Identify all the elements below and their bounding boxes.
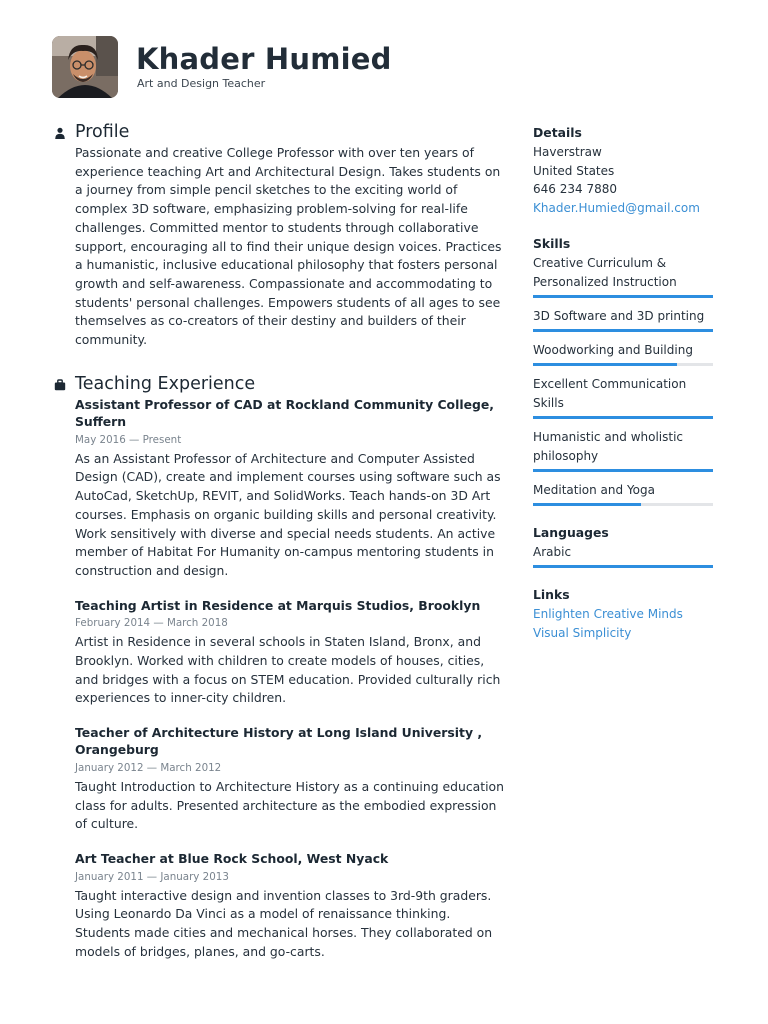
- experience-heading-label: Teaching Experience: [75, 373, 256, 394]
- entry-dates: February 2014 — March 2018: [75, 617, 228, 630]
- entry-dates: January 2011 — January 2013: [75, 870, 229, 883]
- candidate-title: Art and Design Teacher: [137, 77, 266, 90]
- skill-item: [533, 375, 713, 419]
- links-heading: Links: [533, 587, 570, 602]
- entry-description: Artist in Residence in several schools in Staten Island, Bronx, and Brooklyn. Worked with children to create models of houses, cities, and bridges with a focus on STEM education. Provided culturally rich experiences to inner-city children.: [75, 634, 501, 706]
- links-section: [533, 586, 713, 642]
- briefcase-icon: [54, 379, 66, 391]
- experience-entry: [75, 850, 505, 961]
- entry-description: Taught Introduction to Architecture History as a continuing education class for adults. Presented architecture as the embodied expression of culture.: [75, 778, 504, 832]
- details-city: Haverstraw: [533, 145, 602, 159]
- language-label: Arabic: [533, 545, 572, 559]
- experience-entry: [75, 396, 505, 581]
- entry-description: Taught interactive design and invention classes to 3rd-9th graders. Using Leonardo Da Vinci as a model of renaissance thinking. Students made cities and mechanical horses. They collaborated on models of bridges, planes, and go-carts.: [75, 887, 493, 959]
- skill-label: Humanistic and wholistic philosophy: [533, 430, 684, 463]
- profile-summary: Passionate and creative College Professor with over ten years of experience teaching Art and Architectural Design. Takes students on a journey from simple pencil sketches to the exciting world of complex 3D software, emphasizing problem-solving for real-life challenges. Committed mentor to students through collaborative support, encouraging all to find their unique design voices. Practices a humanistic, inclusive educational philosophy that fosters personal growth and self-awareness. Compassionate and accommodating to students' personal challenges. Empowers students of all ages to see themselves as co-creators of their destiny and builders of their community.: [75, 145, 502, 348]
- details-heading: Details: [533, 125, 582, 140]
- entry-title: Teacher of Architecture History at Long Island University , Orangeburg: [75, 724, 483, 758]
- skills-section: [533, 235, 713, 506]
- skill-level-fill: [533, 295, 713, 298]
- skill-label: Meditation and Yoga: [533, 483, 655, 497]
- entry-dates: May 2016 — Present: [75, 433, 182, 446]
- skill-label: Creative Curriculum & Personalized Instruction: [533, 256, 677, 289]
- entry-title: Teaching Artist in Residence at Marquis Studios, Brooklyn: [75, 597, 481, 613]
- skill-level-bar: [533, 416, 713, 419]
- languages-heading: Languages: [533, 525, 609, 540]
- skill-item: [533, 307, 713, 332]
- experience-entry: [75, 724, 505, 834]
- main-column: [75, 122, 505, 961]
- languages-section: [533, 524, 713, 568]
- skill-level-fill: [533, 363, 677, 366]
- skill-level-bar: [533, 295, 713, 298]
- candidate-name: Khader Humied: [136, 42, 392, 76]
- details-phone: 646 234 7880: [533, 182, 617, 196]
- skill-item: [533, 341, 713, 366]
- entry-title: Assistant Professor of CAD at Rockland Community College, Suffern: [75, 396, 494, 430]
- details-country: United States: [533, 163, 615, 178]
- email-link[interactable]: Khader.Humied@gmail.com: [533, 200, 700, 215]
- entry-title: Art Teacher at Blue Rock School, West Nyack: [75, 851, 389, 867]
- skill-level-fill: [533, 469, 713, 472]
- skill-item: [533, 481, 713, 506]
- skill-item: [533, 254, 713, 298]
- skills-heading: Skills: [533, 236, 571, 251]
- link-visual-simplicity[interactable]: Visual Simplicity: [533, 625, 632, 640]
- side-column: [533, 124, 713, 660]
- person-icon: [54, 127, 66, 139]
- entry-description: As an Assistant Professor of Architecture and Computer Assisted Design (CAD), create and implement courses using software such as AutoCad, SketchUp, REVIT, and SolidWorks. Teach hands-on 3D Art courses. Emphasis on organic building skills and personal creativity. Work sensitively with diverse and special needs students. An active member of Habitat For Humanity on-campus mentoring students in construction and design.: [75, 450, 501, 578]
- skill-level-fill: [533, 503, 641, 506]
- language-level-bar: [533, 565, 713, 568]
- skill-level-fill: [533, 416, 713, 419]
- entry-dates: January 2012 — March 2012: [75, 761, 222, 774]
- skill-level-bar: [533, 363, 713, 366]
- skill-level-bar: [533, 469, 713, 472]
- language-level-fill: [533, 565, 713, 568]
- skill-level-fill: [533, 329, 713, 332]
- skill-label: Excellent Communication Skills: [533, 377, 687, 410]
- experience-heading: [75, 374, 505, 394]
- skill-item: [533, 428, 713, 472]
- skill-label: Woodworking and Building: [533, 343, 693, 357]
- skill-level-bar: [533, 329, 713, 332]
- language-item: [533, 543, 713, 568]
- skill-label: 3D Software and 3D printing: [533, 309, 705, 323]
- profile-heading: [75, 122, 505, 142]
- skill-level-bar: [533, 503, 713, 506]
- details-section: [533, 124, 713, 217]
- link-enlighten-creative-minds[interactable]: Enlighten Creative Minds: [533, 607, 683, 621]
- avatar: [52, 36, 118, 98]
- experience-entry: [75, 597, 505, 708]
- profile-heading-label: Profile: [75, 122, 130, 142]
